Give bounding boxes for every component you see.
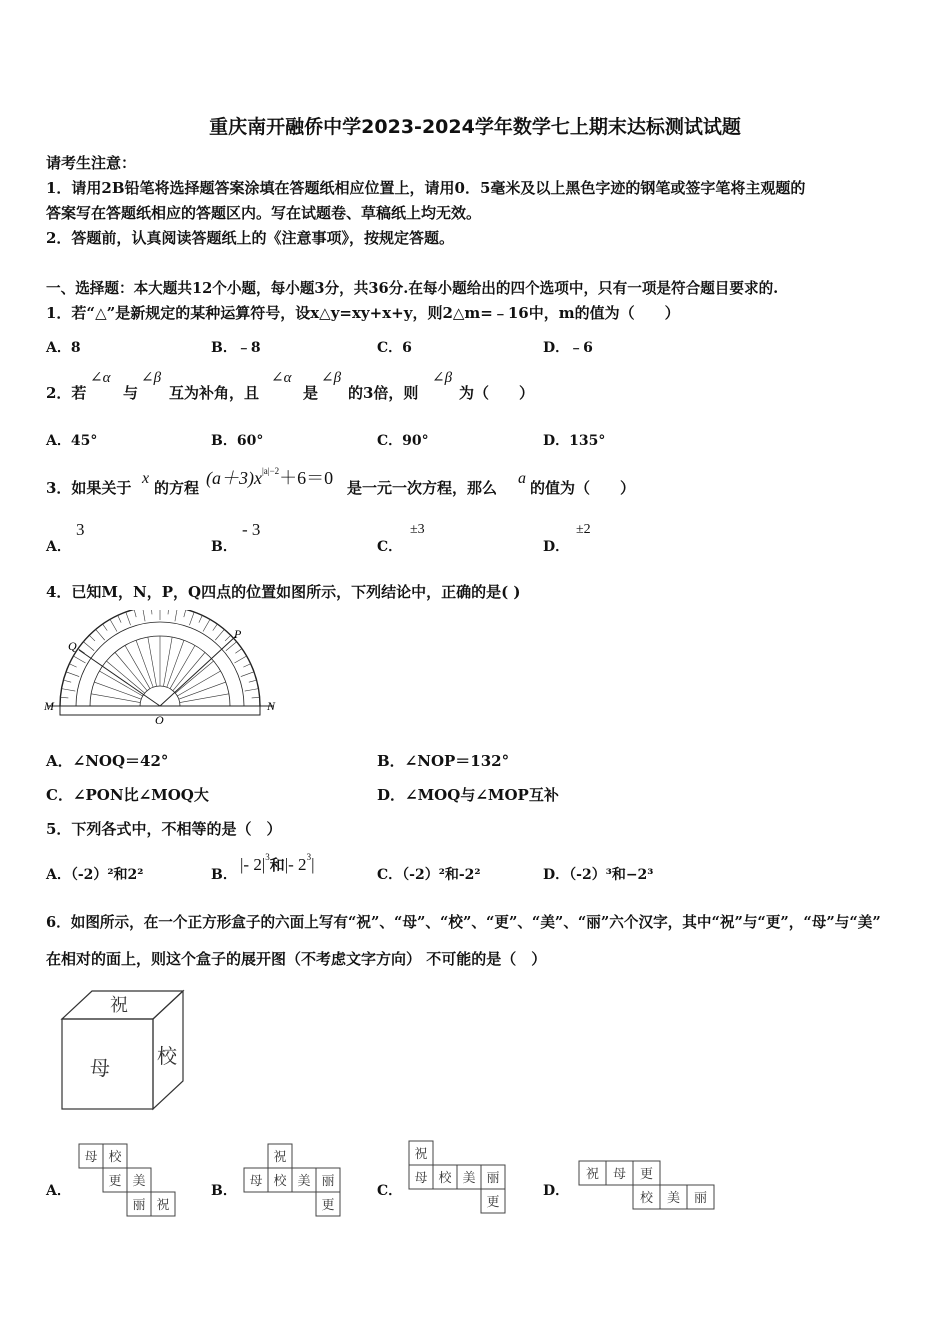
net-cell-char: 母 (414, 1171, 428, 1186)
net-cell (457, 1165, 481, 1189)
net-cell-char: 母 (84, 1150, 98, 1165)
net-cell (433, 1165, 457, 1189)
net-cell-char: 母 (249, 1174, 263, 1189)
q3-var-a: a (518, 470, 526, 487)
q2-beta-3: ∠β (432, 370, 453, 386)
net-cell-char: 美 (297, 1174, 311, 1189)
protractor-tick (73, 656, 85, 663)
net-cell (633, 1185, 660, 1209)
protractor-tick (184, 610, 186, 617)
q6-stem-line1: 6．如图所示，在一个正方形盒子的六面上写有“祝”、“母”、“校”、“更”、“美”、“丽”六个汉字，其中“祝”与“更”，“母”与“美” (46, 914, 881, 931)
net-cell (687, 1185, 714, 1209)
protractor-tick (215, 629, 224, 640)
net-cell (103, 1168, 127, 1192)
protractor-tick (189, 612, 194, 625)
net-cell (268, 1144, 292, 1168)
ray-oq (79, 650, 160, 706)
net-cell (268, 1168, 292, 1192)
q2-beta-2: ∠β (321, 370, 342, 386)
protractor-tick (134, 610, 136, 617)
protractor-tick (126, 612, 131, 625)
q2-option-a: A．45° (46, 433, 98, 449)
net-cell (316, 1168, 340, 1192)
q3-var-x: x (142, 470, 150, 487)
section-heading: 一、选择题：本大题共12个小题，每小题3分，共36分.在每小题给出的四个选项中，只有一项是符合题目要求的. (46, 280, 779, 297)
protractor-tick (143, 610, 145, 621)
q5-b-mid: 和 (269, 858, 285, 874)
q5-b-left: |- 2| (240, 855, 266, 874)
q3-text-3: 是一元一次方程，那么 (347, 479, 498, 497)
protractor-spoke (99, 671, 142, 696)
net-cell (660, 1185, 687, 1209)
net-c (408, 1140, 512, 1220)
q2-alpha-1: ∠α (90, 370, 111, 386)
protractor-tick (63, 680, 71, 682)
q5-b-end: | (311, 855, 315, 874)
net-cell-char: 美 (462, 1171, 476, 1186)
q6-option-c-label: C． (377, 1183, 403, 1199)
protractor-tick (62, 689, 76, 691)
protractor-tick (96, 629, 105, 640)
q4-option-d: D．∠MOQ与∠MOP互补 (377, 786, 559, 804)
net-cell-char: 祝 (414, 1147, 428, 1162)
q5-option-a: A．（-2）²和2² (46, 867, 144, 883)
q5-option-d: D．（-2）³和−2³ (543, 867, 654, 883)
net-cell (103, 1144, 127, 1168)
net-cell (79, 1144, 103, 1168)
net-cell-char: 丽 (693, 1191, 708, 1206)
net-cell-char: 丽 (321, 1174, 335, 1189)
notice-line1a: 1．请用2B铅笔将选择题答案涂填在答题纸相应位置上，请用0．5毫米及以上黑色字迹的钢笔或签字笔将主观题的 (46, 179, 806, 197)
net-cell (151, 1192, 175, 1216)
protractor-tick (66, 672, 79, 677)
q2-text-6: 为（ ） (459, 384, 535, 402)
net-cell-char: 美 (666, 1191, 681, 1206)
q2-text-3: 互为补角，且 (169, 384, 260, 402)
net-cell (481, 1189, 505, 1213)
q3-option-a-label: A． (46, 539, 71, 555)
q2-alpha-2: ∠α (271, 370, 292, 386)
protractor-spoke (148, 637, 157, 686)
net-cell (244, 1168, 268, 1192)
protractor-tick (110, 619, 117, 631)
protractor-tick (241, 672, 254, 677)
q4-option-b: B．∠NOP＝132° (377, 752, 510, 770)
net-cell-char: 祝 (585, 1167, 600, 1182)
q3-option-b-label: B． (211, 539, 237, 555)
net-cell (127, 1192, 151, 1216)
net-cell-char: 更 (639, 1167, 654, 1182)
protractor-tick (199, 615, 202, 622)
net-cell (409, 1141, 433, 1165)
q2-beta-1: ∠β (141, 370, 162, 386)
label-p: P (234, 627, 242, 641)
q6-stem-line2: 在相对的面上，则这个盒子的展开图（不考虑文字方向） 不可能的是（ ） (46, 950, 547, 968)
net-cell (606, 1161, 633, 1185)
q3-eq-exponent: |a|−2 (261, 466, 280, 476)
net-cell (127, 1168, 151, 1192)
cube-side-char: 校 (157, 1044, 177, 1068)
label-q: Q (68, 639, 77, 653)
q5-stem: 5．下列各式中，不相等的是（ ） (46, 820, 282, 838)
q3-equation (206, 464, 333, 490)
q5-option-b-expr (240, 852, 314, 875)
protractor-tick (83, 642, 94, 651)
protractor-tick (245, 689, 259, 691)
protractor-tick (252, 697, 260, 698)
protractor-tick (78, 649, 85, 654)
q3-option-d-value: ±2 (576, 522, 591, 537)
protractor-figure (40, 610, 290, 728)
q6-option-b-label: B． (211, 1183, 237, 1199)
protractor-tick (225, 635, 231, 641)
protractor-tick (118, 615, 121, 622)
net-cell (633, 1161, 660, 1185)
net-b (243, 1143, 347, 1223)
net-cell-char: 祝 (156, 1198, 170, 1213)
protractor-tick (235, 649, 242, 654)
net-cell (409, 1165, 433, 1189)
q5-b-right: |- 2 (284, 855, 307, 874)
cube-top-char: 祝 (110, 995, 128, 1016)
net-cell (316, 1192, 340, 1216)
notice-line1b: 答案写在答题纸相应的答题区内。写在试题卷、草稿纸上均无效。 (46, 204, 482, 222)
net-cell-char: 校 (108, 1150, 122, 1165)
protractor-spoke (163, 637, 172, 686)
q2-text-5: 的3倍，则 (348, 384, 419, 402)
q1-stem: 1．若“△”是新规定的某种运算符号，设x△y=xy+x+y，则2△m=﹣16中，m的值为（ ） (46, 304, 680, 322)
net-cell-char: 更 (486, 1195, 500, 1210)
protractor-tick (234, 656, 246, 663)
q3-option-c-label: C． (377, 539, 403, 555)
protractor-tick (151, 610, 152, 614)
q2-option-d: D．135° (543, 433, 606, 449)
protractor-tick (69, 664, 76, 667)
net-cell-char: 更 (321, 1198, 335, 1213)
q2-option-c: C．90° (377, 433, 429, 449)
notice-line2: 2．答题前，认真阅读答题纸上的《注意事项》，按规定答题。 (46, 229, 454, 247)
q1-option-b: B．﹣8 (211, 340, 261, 356)
cube-front-char: 母 (90, 1056, 110, 1080)
protractor-tick (249, 680, 257, 682)
net-cell-char: 丽 (486, 1171, 500, 1186)
q4-stem: 4．已知M，N，P，Q四点的位置如图所示，下列结论中，正确的是( ) (46, 583, 521, 601)
protractor-tick (60, 697, 68, 698)
net-cell-char: 更 (108, 1174, 122, 1189)
net-cell-char: 校 (639, 1191, 654, 1206)
protractor-tick (103, 624, 108, 631)
q5-b-exp1: 3 (265, 852, 270, 862)
q2-text-1: 2．若 (46, 384, 87, 402)
ray-op (160, 636, 236, 706)
q3-text-2: 的方程 (154, 479, 200, 497)
protractor-tick (89, 635, 95, 641)
q1-option-c: C．6 (377, 340, 412, 356)
q3-eq-right: ＋6＝0 (279, 468, 334, 488)
q6-option-a-label: A． (46, 1183, 71, 1199)
label-o: O (155, 713, 164, 727)
q1-option-d: D．﹣6 (543, 340, 593, 356)
net-cell-char: 校 (438, 1171, 452, 1186)
q5-option-b-label: B． (211, 867, 237, 883)
page-title: 重庆南开融侨中学2023-2024学年数学七上期末达标测试试题 (209, 116, 741, 138)
net-a (78, 1143, 182, 1223)
protractor-tick (243, 664, 250, 667)
label-n: N (267, 699, 276, 713)
net-cell-char: 祝 (273, 1150, 287, 1165)
q3-option-d-label: D． (543, 539, 570, 555)
net-cell-char: 丽 (132, 1198, 146, 1213)
q3-option-b-value: - 3 (242, 520, 261, 539)
q1-option-a: A．8 (46, 340, 81, 356)
q2-option-b: B．60° (211, 433, 264, 449)
label-m: M (44, 699, 54, 713)
protractor-tick (175, 610, 177, 621)
protractor-tick (168, 610, 169, 614)
q3-option-c-value: ±3 (410, 522, 425, 537)
protractor-tick (203, 619, 210, 631)
protractor-spoke (180, 694, 229, 703)
protractor-spokes (91, 636, 229, 703)
q4-option-c: C．∠PON比∠MOQ大 (46, 786, 209, 804)
net-cell (292, 1168, 316, 1192)
net-cell-char: 母 (612, 1167, 627, 1182)
q3-option-a-value: 3 (76, 520, 85, 539)
q5-option-c: C．（-2）²和-2² (377, 867, 481, 883)
q3-text-4: 的值为（ ） (530, 479, 636, 497)
q2-text-4: 是 (303, 384, 319, 402)
net-cell-char: 美 (132, 1174, 146, 1189)
q4-option-a: A．∠NOQ＝42° (46, 752, 169, 770)
protractor-spoke (170, 645, 195, 688)
q5-b-exp2: 3 (306, 852, 312, 862)
q2-text-2: 与 (123, 384, 139, 402)
notice-heading: 请考生注意： (46, 154, 137, 172)
protractor-spoke (91, 694, 140, 703)
net-cell (579, 1161, 606, 1185)
q6-option-d-label: D． (543, 1183, 570, 1199)
net-d (578, 1160, 720, 1220)
net-cell-char: 校 (273, 1174, 287, 1189)
net-cell (481, 1165, 505, 1189)
q3-eq-left: (a＋3)x (206, 468, 262, 488)
protractor-spoke (125, 645, 150, 688)
q3-text-1: 3．如果关于 (46, 479, 132, 497)
protractor-tick (226, 642, 237, 651)
protractor-tick (213, 624, 218, 631)
cube-figure (55, 985, 190, 1115)
